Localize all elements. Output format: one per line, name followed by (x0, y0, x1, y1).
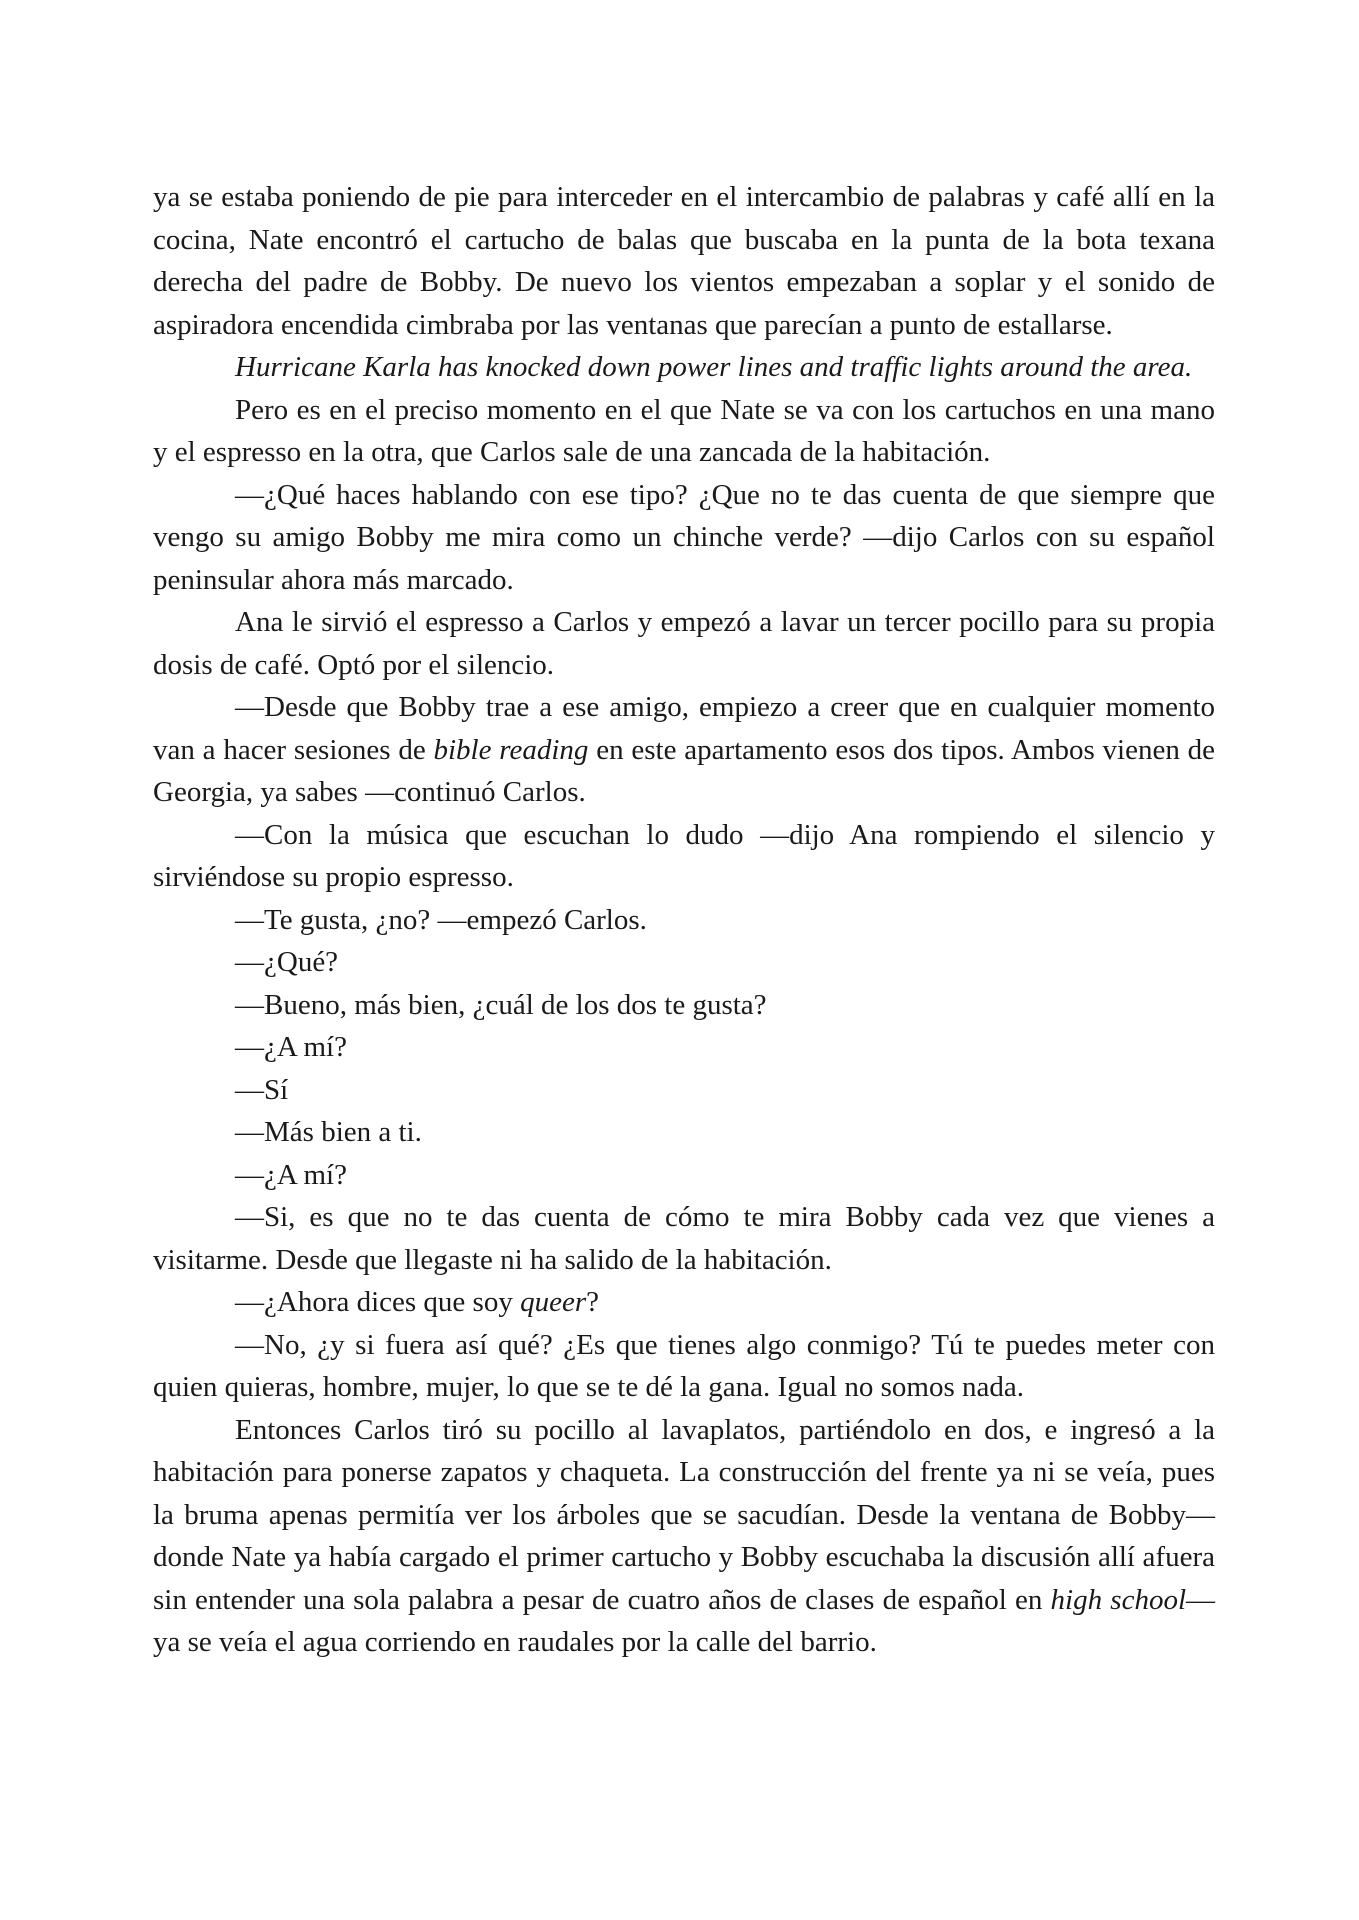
text-segment: ? (586, 1286, 599, 1318)
paragraph (153, 1069, 1215, 1112)
paragraph (153, 389, 1215, 474)
text-segment: —¿A mí? (235, 1158, 347, 1191)
paragraph (153, 1026, 1215, 1069)
document-page (153, 176, 1215, 1664)
text-segment: en este apartamento esos dos tipos. Ambos vienen de Georgia, ya sabes —continuó Carlos. (153, 733, 1216, 808)
italic-text-segment: Hurricane Karla has knocked down power lines and traffic lights around the area. (235, 351, 1193, 383)
text-segment: —¿Qué haces hablando con ese tipo? ¿Que no te das cuenta de que siempre que vengo su amigo Bobby me mira como un chinche verde? —dijo Carlos con su español peninsular ahora más marcado. (153, 478, 1215, 596)
paragraph (153, 899, 1215, 942)
text-segment: —Te gusta, ¿no? —empezó Carlos. (235, 903, 647, 936)
text-segment: —¿Qué? (235, 946, 339, 978)
paragraph (153, 474, 1215, 602)
text-segment: Pero es en el preciso momento en el que Nate se va con los cartuchos en una mano y el espresso en la otra, que Carlos sale de una zancada de la habitación. (153, 393, 1215, 468)
paragraph (153, 984, 1215, 1027)
text-segment: —Con la música que escuchan lo dudo —dijo Ana rompiendo el silencio y sirviéndose su propio espresso. (153, 818, 1215, 893)
text-segment: ya se estaba poniendo de pie para interceder en el intercambio de palabras y café allí en la cocina, Nate encontró el cartucho de balas que buscaba en la punta de la bota texana derecha del padre de Bobby. De nuevo los vientos empezaban a soplar y el sonido de aspiradora encendida cimbraba por las ventanas que parecían a punto de estallarse. (153, 181, 1215, 341)
paragraph (153, 346, 1215, 389)
paragraph (153, 176, 1215, 346)
paragraph (153, 1409, 1215, 1664)
text-segment: —¿Ahora dices que soy (235, 1286, 521, 1318)
text-segment: —Más bien a ti. (235, 1116, 422, 1148)
paragraph (153, 941, 1215, 984)
text-segment: —Si, es que no te das cuenta de cómo te mira Bobby cada vez que vienes a visitarme. Desde que llegaste ni ha salido de la habitación. (153, 1201, 1215, 1276)
text-segment: —Desde que Bobby trae a ese amigo, empiezo a creer que en cualquier momento van a hacer sesiones de (153, 691, 1215, 766)
paragraph (153, 814, 1215, 899)
italic-text-segment: bible reading (433, 733, 589, 766)
paragraph (153, 1281, 1215, 1324)
text-segment: —Sí (235, 1073, 289, 1106)
paragraph (153, 1324, 1215, 1409)
text-segment: Ana le sirvió el espresso a Carlos y empezó a lavar un tercer pocillo para su propia dosis de café. Optó por el silencio. (153, 606, 1215, 681)
paragraph (153, 1111, 1215, 1154)
text-segment: Entonces Carlos tiró su pocillo al lavaplatos, partiéndolo en dos, e ingresó a la habitación para ponerse zapatos y chaqueta. La construcción del frente ya ni se veía, pues la bruma apenas permitía ver los árboles que se sacudían. Desde la ventana de Bobby—donde Nate ya había cargado el primer cartucho y Bobby escuchaba la discusión allí afuera sin entender una sola palabra a pesar de cuatro años de clases de español en (153, 1413, 1215, 1616)
text-segment: —Bueno, más bien, ¿cuál de los dos te gusta? (235, 988, 767, 1021)
paragraph (153, 1196, 1215, 1281)
text-segment: —¿A mí? (235, 1031, 347, 1063)
italic-text-segment: high school (1050, 1583, 1186, 1616)
italic-text-segment: queer (520, 1286, 587, 1318)
paragraph (153, 601, 1215, 686)
text-segment: —No, ¿y si fuera así qué? ¿Es que tienes algo conmigo? Tú te puedes meter con quien quieras, hombre, mujer, lo que se te dé la gana. Igual no somos nada. (153, 1328, 1215, 1403)
paragraph (153, 1154, 1215, 1197)
text-segment: —ya se veía el agua corriendo en raudales por la calle del barrio. (153, 1583, 1215, 1658)
paragraph (153, 686, 1215, 814)
